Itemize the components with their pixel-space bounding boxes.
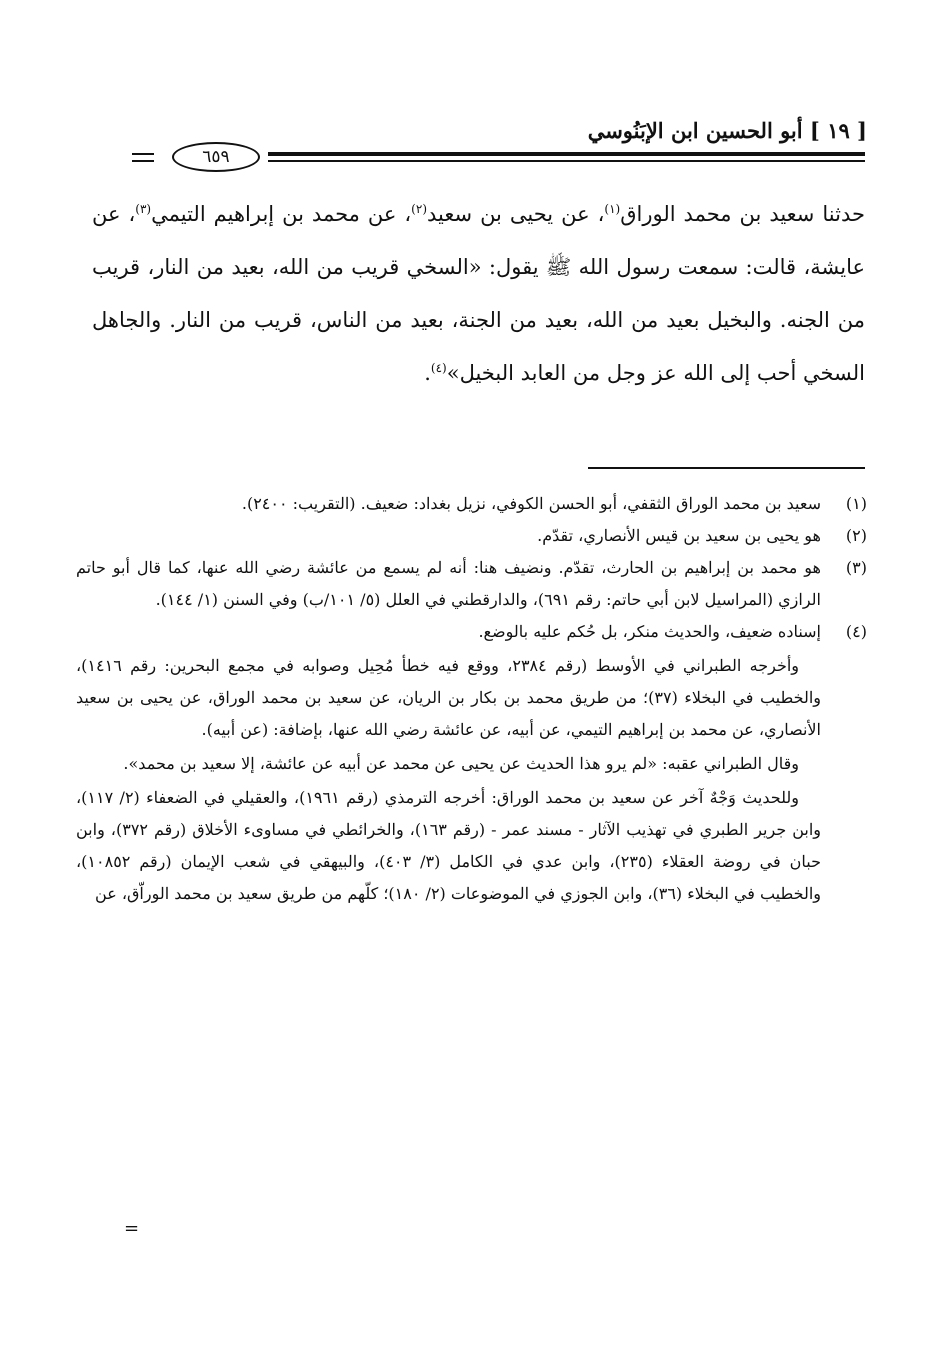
footnote-4-paragraph: وللحديث وَجْهٌ آخر عن سعيد بن محمد الوراق: أخرجه الترمذي (رقم ١٩٦١)، والعقيلي في الضعفاء (٢/ ١١٧)، وابن جرير الطبري في تهذيب الآثار - مسند عمر - (رقم ١٦٣)، والخرائطي في مساوىء الأخلاق (رقم ٣٧٢)، وابن حبان في روضة العقلاء (٢٣٥)، وابن عدي في الكامل (٣/ ٤٠٣)، والبيهقي في شعب الإيمان (رقم ١٠٨٥٢)، والخطيب في البخلاء (٣٦)، وابن الجوزي في الموضوعات (٢/ ١٨٠)؛ كلّهم من طريق سعيد بن محمد الوراّق، عن [76,788,822,903]
footnote-4-paragraph: وأخرجه الطبراني في الأوسط (رقم ٢٣٨٤، ووقع فيه خطأ مُحِيل وصوابه في مجمع البحرين: رقم ١٤١٦)، والخطيب في البخلاء (٣٧)؛ من طريق محمد بن بكار بن الريان، عن سعيد بن محمد الوراق، عن يحيى بن سعيد الأنصاري، عن محمد بن إبراهيم التيمي، عن أبيه، عن عائشة رضي الله عنها، بإضافة: (عن أبيه). [76,656,822,739]
header-rule-thin [268,160,865,162]
footnote-number: (٤) [845,622,867,641]
hadith-text-part: ، عن محمد بن إبراهيم التيمي [151,202,412,226]
footnote-number: (١) [845,494,867,513]
footnotes [76,488,867,910]
hadith-text [92,188,865,400]
footnote-4 [76,616,867,648]
continuation-mark: = [124,1218,140,1239]
footnote-number: (٣) [845,558,867,577]
footnote-marker: (١) [604,202,621,216]
footnote-marker: (٢) [411,202,427,216]
header-rule-thick [268,152,865,156]
hadith-text-part: . [424,361,431,385]
footnote-marker: (٣) [135,202,152,216]
footnote-marker: (٤) [430,361,447,375]
footnote-3 [76,552,867,616]
running-header-title: [ ١٩ ] أبو الحسين ابن الإبَنُوسي [587,118,867,143]
hadith-text-part: ، عن عايشة، قالت: سمعت رسول الله ﷺ يقول: «السخي قريب من الله، بعيد من النار، قريب من الجنه. والبخيل بعيد من الله، بعيد من الجنة، بعيد من الناس، قريب من النار. والجاهل السخي أحب إلى الله عز وجل من العابد البخيل» [92,202,865,385]
hadith-text-part: حدثنا سعيد بن محمد الوراق [620,202,865,226]
page-number [172,142,260,172]
page-number-text: ٦٥٩ [202,147,230,167]
footnote-text: هو محمد بن إبراهيم بن الحارث، تقدّم. ونضيف هنا: أنه لم يسمع من عائشة رضي الله عنها، كما قال أبو حاتم الرازي (المراسيل لابن أبي حاتم: رقم ٦٩١)، والدارقطني في العلل (٥/ ١٠١/ب) وفي السنن (١/ ١٤٤). [76,558,821,609]
footnote-text: سعيد بن محمد الوراق الثقفي، أبو الحسن الكوفي، نزيل بغداد: ضعيف. (التقريب: ٢٤٠٠). [241,494,821,513]
footnote-2 [76,520,867,552]
footnote-1 [76,488,867,520]
footnote-divider [588,467,865,469]
footnote-text: إسناده ضعيف، والحديث منكر، بل حُكم عليه بالوضع. [478,622,821,641]
header-dash-bottom [132,160,154,162]
hadith-text-part: ، عن يحيى بن سعيد [427,202,605,226]
footnote-text: هو يحيى بن سعيد بن قيس الأنصاري، تقدّم. [537,526,821,545]
header-dash-top [132,153,154,155]
footnote-4-paragraph: وقال الطبراني عقبه: «لم يرو هذا الحديث عن يحيى عن محمد عن أبيه عن عائشة، إلا سعيد بن محمد». [123,754,799,773]
footnote-number: (٢) [845,526,867,545]
